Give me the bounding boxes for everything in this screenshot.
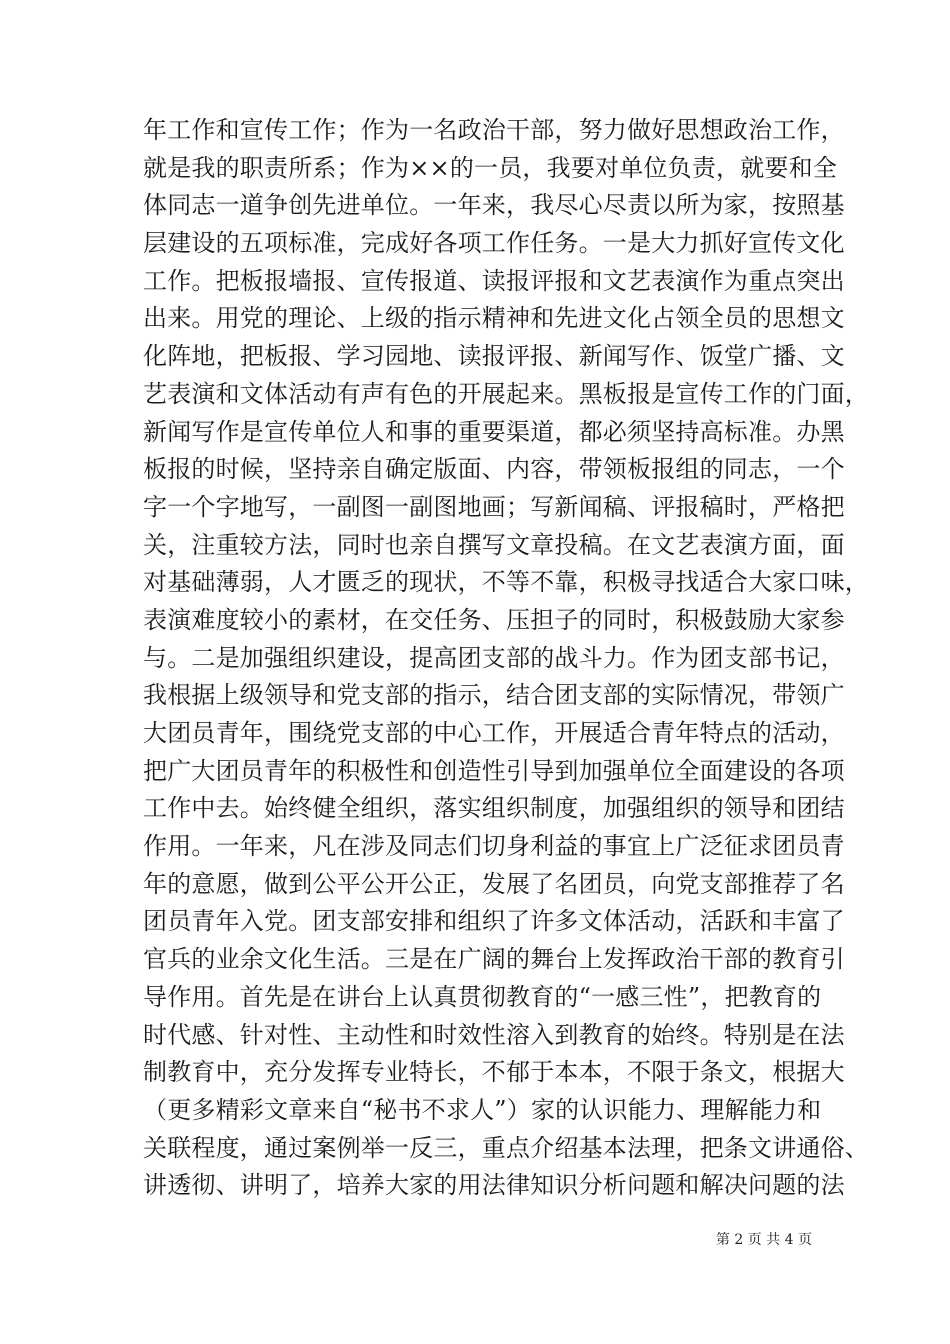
text-line-10: 板报的时候，坚持亲自确定版面、内容，带领板报组的同志，一个	[143, 455, 845, 484]
text-line-19: 工作中去。始终健全组织，落实组织制度，加强组织的领导和团结	[143, 794, 845, 823]
text-line-25: 时代感、针对性、主动性和时效性溶入到教育的始终。特别是在法	[143, 1020, 845, 1049]
text-line-5: 工作。把板报墙报、宣传报道、读报评报和文艺表演作为重点突出	[143, 266, 845, 295]
text-line-21: 年的意愿，做到公平公开公正，发展了名团员，向党支部推荐了名	[143, 869, 845, 898]
text-line-9: 新闻写作是宣传单位人和事的重要渠道，都必须坚持高标准。办黑	[143, 417, 845, 446]
text-line-18: 把广大团员青年的积极性和创造性引导到加强单位全面建设的各项	[143, 756, 845, 785]
text-line-28: 关联程度，通过案例举一反三，重点介绍基本法理，把条文讲通俗、	[143, 1133, 869, 1162]
text-line-12: 关，注重较方法，同时也亲自撰写文章投稿。在文艺表演方面，面	[143, 530, 845, 559]
text-line-29: 讲透彻、讲明了，培养大家的用法律知识分析问题和解决问题的法	[143, 1171, 845, 1200]
text-line-16: 我根据上级领导和党支部的指示，结合团支部的实际情况，带领广	[143, 681, 845, 710]
text-line-8: 艺表演和文体活动有声有色的开展起来。黑板报是宣传工作的门面，	[143, 379, 869, 408]
text-line-1: 年工作和宣传工作；作为一名政治干部，努力做好思想政治工作，	[143, 116, 845, 144]
text-line-11: 字一个字地写，一副图一副图地画；写新闻稿、评报稿时，严格把	[143, 492, 845, 521]
text-line-26: 制教育中，充分发挥专业特长，不郁于本本，不限于条文，根据大	[143, 1058, 845, 1087]
text-line-20: 作用。一年来，凡在涉及同志们切身利益的事宜上广泛征求团员青	[143, 832, 845, 861]
text-line-15: 与。二是加强组织建设，提高团支部的战斗力。作为团支部书记，	[143, 643, 845, 672]
body-text	[143, 112, 869, 1205]
text-line-6: 出来。用党的理论、上级的指示精神和先进文化占领全员的思想文	[143, 304, 845, 333]
text-line-22: 团员青年入党。团支部安排和组织了许多文体活动，活跃和丰富了	[143, 907, 845, 936]
text-line-23: 官兵的业余文化生活。三是在广阔的舞台上发挥政治干部的教育引	[143, 945, 845, 974]
page-number-footer: 第 2 页 共 4 页	[715, 1232, 812, 1248]
text-line-4: 层建设的五项标准，完成好各项工作任务。一是大力抓好宣传文化	[143, 229, 845, 258]
text-line-17: 大团员青年，围绕党支部的中心工作，开展适合青年特点的活动，	[143, 719, 845, 747]
text-line-13: 对基础薄弱，人才匮乏的现状，不等不靠，积极寻找适合大家口味，	[143, 568, 869, 597]
text-line-7: 化阵地，把板报、学习园地、读报评报、新闻写作、饭堂广播、文	[143, 342, 845, 371]
text-line-2: 就是我的职责所系；作为××的一员，我要对单位负责，就要和全	[143, 153, 838, 182]
text-line-14: 表演难度较小的素材，在交任务、压担子的同时，积极鼓励大家参	[143, 605, 845, 634]
text-line-27: （更多精彩文章来自“秘书不求人”）家的认识能力、理解能力和	[143, 1095, 822, 1124]
text-line-24: 导作用。首先是在讲台上认真贯彻教育的“一感三性”，把教育的	[143, 982, 822, 1011]
text-line-3: 体同志一道争创先进单位。一年来，我尽心尽责以所为家，按照基	[143, 191, 845, 220]
